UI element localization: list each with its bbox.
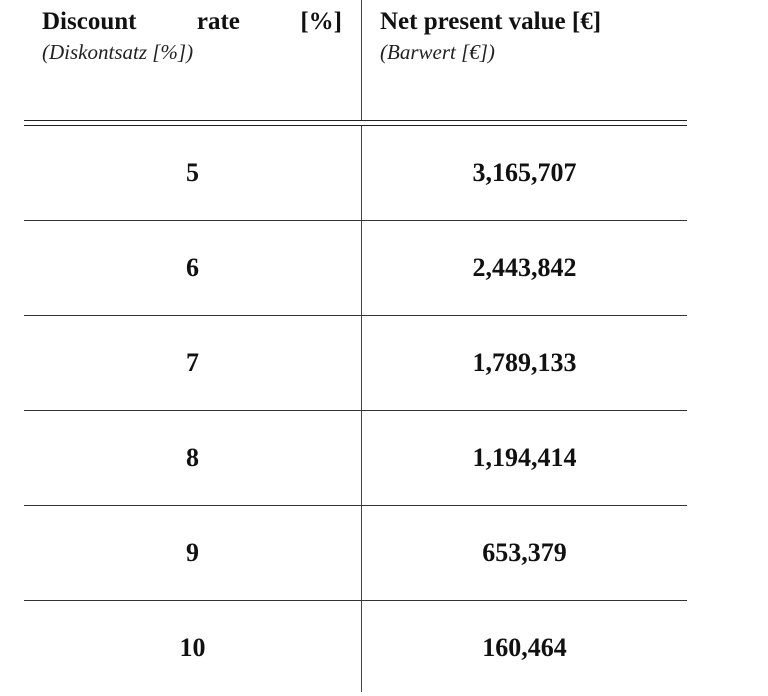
header-npv-subtitle: (Barwert [€]) (380, 40, 495, 64)
npv-cell: 653,379 (482, 538, 567, 567)
table-row (24, 601, 687, 696)
rate-cell: 5 (186, 158, 199, 187)
header-discount-rate-title (42, 6, 342, 38)
table-row (24, 221, 687, 316)
npv-cell: 3,165,707 (472, 158, 577, 187)
table-row (24, 506, 687, 601)
rate-cell: 9 (186, 538, 199, 567)
npv-cell: 160,464 (482, 633, 567, 662)
header-net-present-value (380, 6, 680, 66)
npv-cell: 1,194,414 (472, 443, 577, 472)
npv-cell: 2,443,842 (472, 253, 577, 282)
rate-cell: 6 (186, 253, 199, 282)
npv-cell: 1,789,133 (472, 348, 577, 377)
header-discount-rate (42, 6, 342, 66)
header-word-percent: [%] (300, 8, 342, 35)
table-row (24, 316, 687, 411)
npv-table (24, 0, 687, 692)
rate-cell: 8 (186, 443, 199, 472)
header-word-discount: Discount (42, 8, 137, 35)
rate-cell: 10 (179, 633, 206, 662)
table-row (24, 126, 687, 221)
table-body (24, 126, 687, 696)
header-discount-rate-subtitle: (Diskontsatz [%]) (42, 40, 194, 64)
header-word-rate: rate (196, 8, 240, 35)
header-npv-title: Net present value [€] (380, 8, 602, 35)
rate-cell: 7 (186, 348, 199, 377)
table-row (24, 411, 687, 506)
